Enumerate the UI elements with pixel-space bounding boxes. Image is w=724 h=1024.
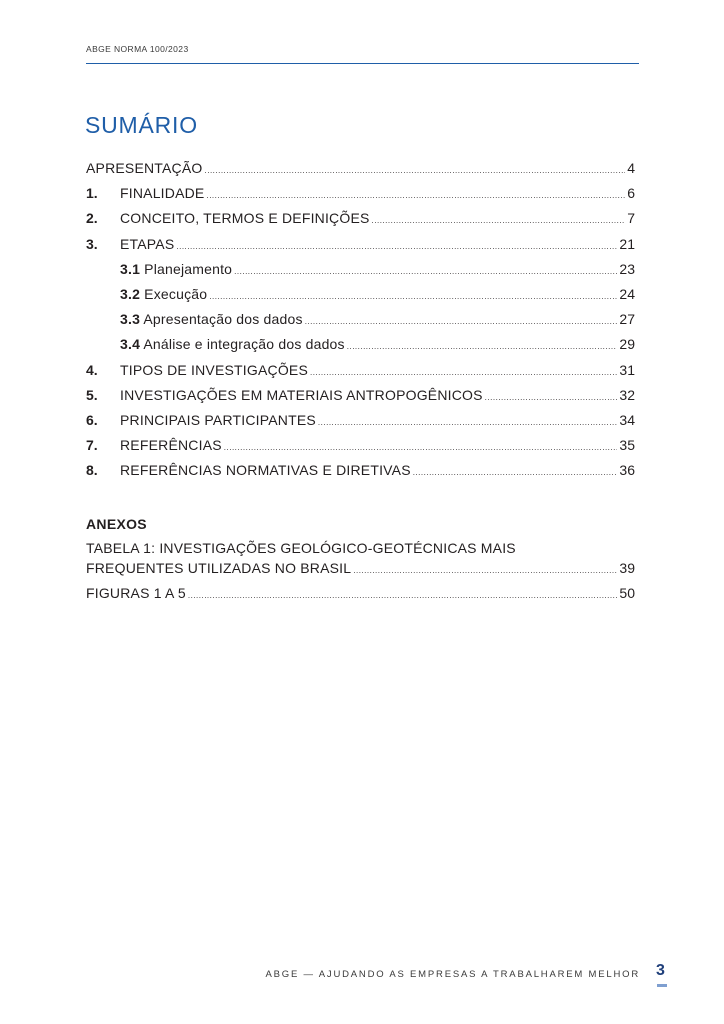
toc-entry-label: REFERÊNCIAS [120,437,222,454]
toc-entry-page: 35 [619,437,635,454]
annex-figures-entry[interactable] [86,585,635,610]
toc-subentry-label [120,261,232,277]
page-number-underline [657,984,667,987]
toc-entry-label: PRINCIPAIS PARTICIPANTES [120,411,316,428]
toc-entry-number: 6. [86,411,98,428]
toc-subentry-number: 3.4 [120,336,141,353]
toc-dot-leader [318,418,618,427]
toc-subentry-text: Análise e integração dos dados [143,336,345,353]
toc-subentry-number: 3.3 [120,311,141,328]
toc-entry-apresentacao[interactable] [86,160,635,185]
toc-entry-page: 21 [619,235,635,252]
toc-dot-leader [310,368,617,377]
toc-entry-label: REFERÊNCIAS NORMATIVAS E DIRETIVAS [120,462,411,479]
toc-entry-number: 8. [86,462,98,479]
table-of-contents [86,160,635,487]
page-number: 3 [656,962,665,979]
toc-subentry-text: Planejamento [144,260,233,277]
toc-entry-label: TIPOS DE INVESTIGAÇÕES [120,361,308,378]
toc-entry-page: 31 [619,361,635,378]
toc-subentry-execucao[interactable] [86,286,635,311]
toc-entry-participantes[interactable] [86,412,635,437]
toc-dot-leader [372,216,626,225]
toc-subentry-analise[interactable] [86,336,635,361]
toc-dot-leader [413,468,618,477]
toc-entry-number: 5. [86,386,98,403]
toc-subentry-text: Execução [144,285,208,302]
annex-table1-entry[interactable] [86,560,635,585]
toc-subentry-number: 3.2 [120,285,141,302]
toc-entry-referencias-normativas[interactable] [86,462,635,487]
toc-subentry-text: Apresentação dos dados [143,311,303,328]
toc-entry-tipos[interactable] [86,362,635,387]
running-header: ABGE NORMA 100/2023 [86,44,189,54]
toc-entry-finalidade[interactable] [86,185,635,210]
annex-table1-title-line1[interactable]: TABELA 1: INVESTIGAÇÕES GEOLÓGICO-GEOTÉCNICAS MAIS [86,540,516,556]
toc-entry-page: 24 [619,285,635,302]
toc-entry-number: 4. [86,361,98,378]
toc-entry-label: CONCEITO, TERMOS E DEFINIÇÕES [120,210,370,227]
toc-dot-leader [224,443,618,452]
page-title: SUMÁRIO [85,112,198,138]
toc-entry-number: 2. [86,210,98,227]
toc-entry-label: ETAPAS [120,235,175,252]
toc-entry-etapas[interactable] [86,236,635,261]
toc-subentry-label [120,286,207,302]
running-footer: ABGE — AJUDANDO AS EMPRESAS A TRABALHAREM MELHOR [265,969,640,980]
toc-entry-page: 29 [619,336,635,353]
toc-entry-label: FINALIDADE [120,185,205,202]
annex-list [86,540,635,610]
toc-entry-page: 4 [627,160,635,176]
toc-entry-page: 27 [619,311,635,328]
annex-heading: ANEXOS [86,516,147,532]
toc-subentry-planejamento[interactable] [86,261,635,286]
annex-table1-title-line2: FREQUENTES UTILIZADAS NO BRASIL [86,560,352,576]
toc-entry-number: 1. [86,185,98,202]
toc-subentry-label [120,336,345,352]
toc-entry-label: INVESTIGAÇÕES EM MATERIAIS ANTROPOGÊNICOS [120,386,483,403]
toc-dot-leader [485,393,618,402]
annex-table1-page: 39 [619,560,635,576]
toc-dot-leader [347,342,618,351]
annex-figures-page: 50 [619,585,635,602]
toc-entry-referencias[interactable] [86,437,635,462]
toc-entry-page: 32 [619,386,635,403]
toc-dot-leader [206,191,625,200]
toc-entry-page: 6 [627,185,635,202]
toc-dot-leader [234,267,617,276]
toc-dot-leader [176,242,617,251]
toc-entry-page: 36 [619,462,635,479]
toc-entry-antropogenicos[interactable] [86,387,635,412]
toc-dot-leader [188,591,618,600]
toc-subentry-apresentacao-dados[interactable] [86,311,635,336]
toc-entry-page: 7 [627,210,635,227]
toc-subentry-label [120,311,303,327]
toc-entry-page: 34 [619,411,635,428]
toc-dot-leader [353,566,617,575]
toc-entry-label: APRESENTAÇÃO [86,160,203,176]
toc-subentry-number: 3.1 [120,260,141,277]
toc-dot-leader [205,166,626,175]
header-divider [86,63,639,64]
toc-dot-leader [305,317,618,326]
toc-entry-number: 3. [86,235,98,252]
toc-entry-conceito[interactable] [86,210,635,235]
toc-entry-page: 23 [619,260,635,277]
toc-dot-leader [209,292,617,301]
toc-entry-number: 7. [86,437,98,454]
annex-figures-label: FIGURAS 1 A 5 [86,585,186,602]
